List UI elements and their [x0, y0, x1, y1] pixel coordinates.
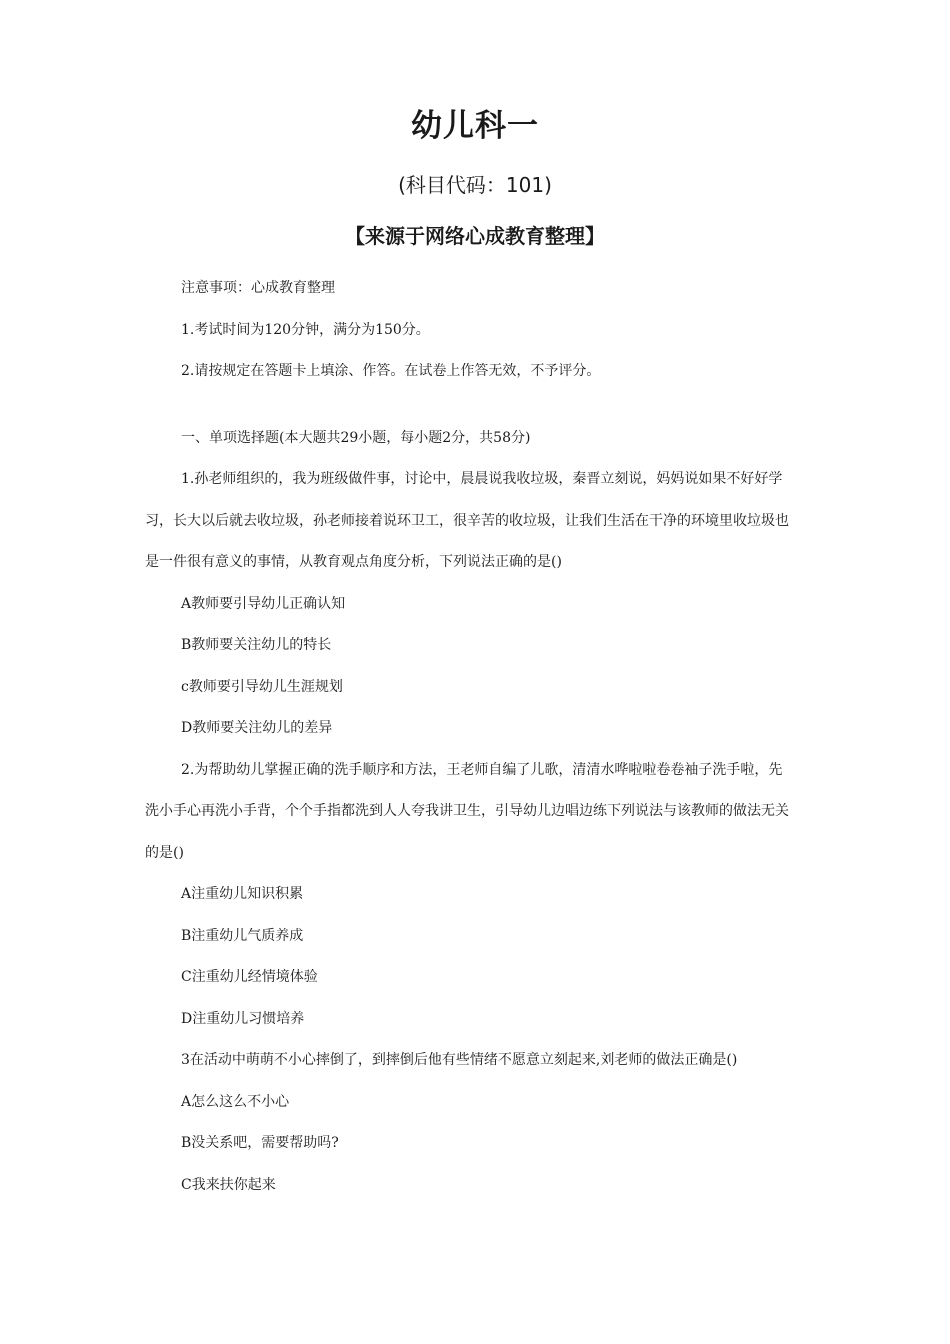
answer-option: A怎么这么不小心: [181, 1094, 290, 1110]
answer-option: B注重幼儿气质养成: [181, 928, 304, 944]
question-stem-line: 2.为帮助幼儿掌握正确的洗手顺序和方法，王老师自编了儿歌，清清水哗啦啦卷卷袖子洗手啦，先: [181, 762, 783, 778]
question-stem-line: 3在活动中萌萌不小心摔倒了，到摔倒后他有些情绪不愿意立刻起来,刘老师的做法正确是(): [181, 1052, 738, 1068]
question-stem-line: 1.孙老师组织的，我为班级做件事，讨论中，晨晨说我收垃圾，秦晋立刻说，妈妈说如果不好好学: [181, 471, 783, 487]
notes-heading: 注意事项：心成教育整理: [181, 280, 335, 296]
answer-option: B没关系吧，需要帮助吗?: [181, 1135, 339, 1151]
answer-option: C我来扶你起来: [181, 1177, 276, 1193]
answer-option: c教师要引导幼儿生涯规划: [181, 679, 343, 695]
answer-option: D教师要关注幼儿的差异: [181, 720, 333, 736]
question-stem-line: 习，长大以后就去收垃圾，孙老师接着说环卫工，很辛苦的收垃圾，让我们生活在干净的环境里收垃圾也: [145, 513, 789, 529]
exam-title: 幼儿科一: [411, 108, 539, 144]
section-heading: 一、单项选择题(本大题共29小题，每小题2分，共58分): [181, 430, 531, 446]
answer-option: C注重幼儿经情境体验: [181, 969, 318, 985]
question-stem-line: 是一件很有意义的事情，从教育观点角度分析，下列说法正确的是(): [145, 554, 562, 570]
answer-option: A教师要引导幼儿正确认知: [181, 596, 346, 612]
answer-option: D注重幼儿习惯培养: [181, 1011, 305, 1027]
notes-item: 2.请按规定在答题卡上填涂、作答。在试卷上作答无效，不予评分。: [181, 363, 601, 379]
answer-option: A注重幼儿知识积累: [181, 886, 304, 902]
question-stem-line: 洗小手心再洗小手背，个个手指都洗到人人夸我讲卫生，引导幼儿边唱边练下列说法与该教师的做法无关: [145, 803, 789, 819]
question-stem-line: 的是(): [145, 845, 184, 861]
subject-code: (科目代码：101): [398, 173, 552, 197]
source-note: 【来源于网络心成教育整理】: [345, 224, 605, 248]
notes-item: 1.考试时间为120分钟，满分为150分。: [181, 322, 430, 338]
answer-option: B教师要关注幼儿的特长: [181, 637, 332, 653]
